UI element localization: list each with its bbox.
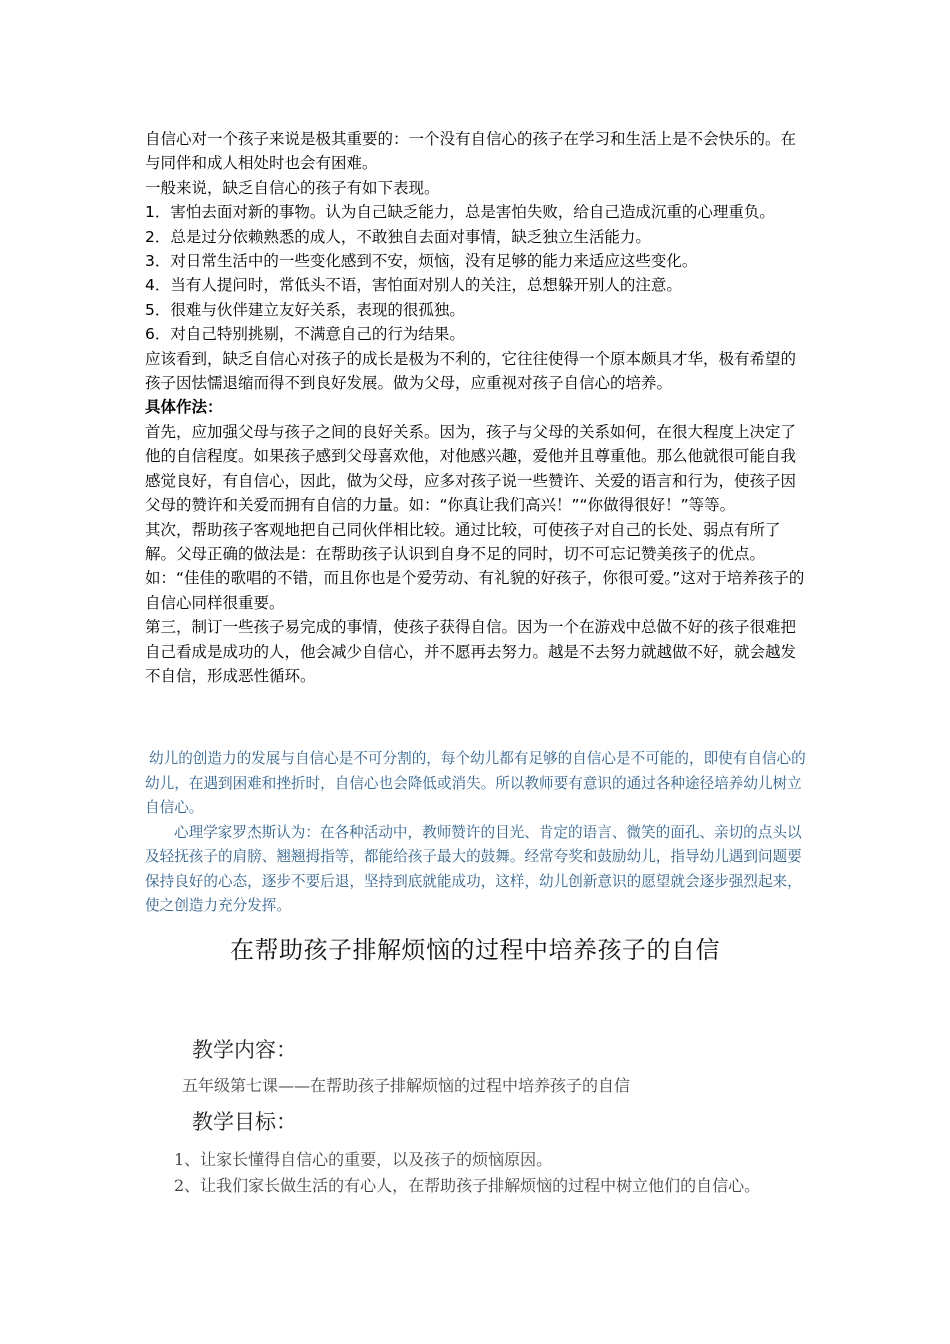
intro-paragraph: 自信心对一个孩子来说是极其重要的：一个没有自信心的孩子在学习和生活上是不会快乐的。在与同伴和成人相处时也会有困难。 xyxy=(145,130,797,173)
method-paragraph: 首先，应加强父母与孩子之间的良好关系。因为，孩子与父母的关系如何，在很大程度上决定了他的自信程度。如果孩子感到父母喜欢他，对他感兴趣，爱他并且尊重他。那么他就很可能自我感觉良好，有自信心，因此，做为父母，应多对孩子说一些赞许、关爱的语言和行为，使孩子因父母的赞许和关爱而拥有自信的力量。如：“你真让我们高兴！”“你做得很好！”等等。 xyxy=(145,422,797,515)
symptom-item: 4．当有人提问时，常低头不语，害怕面对别人的关注，总想躲开别人的注意。 xyxy=(145,276,682,295)
teacher-section xyxy=(145,747,810,919)
symptom-item: 3．对日常生活中的一些变化感到不安，烦恼，没有足够的能力来适应这些变化。 xyxy=(145,252,698,271)
method-paragraph: 其次，帮助孩子客观地把自己同伙伴相比较。通过比较，可使孩子对自己的长处、弱点有所了解。父母正确的做法是：在帮助孩子认识到自身不足的同时，切不可忘记赞美孩子的优点。如：“佳佳的歌唱的不错，而且你也是个爱劳动、有礼貌的好孩子，你很可爱。”这对于培养孩子的自信心同样很重要。 xyxy=(145,520,805,612)
content-text: 五年级第七课——在帮助孩子排解烦恼的过程中培养孩子的自信 xyxy=(182,1076,631,1095)
goal-list xyxy=(145,1147,810,1199)
symptom-item: 5．很难与伙伴建立友好关系，表现的很孤独。 xyxy=(145,300,465,319)
content-heading: 教学内容： xyxy=(192,1038,297,1062)
goal-item: 2、让我们家长做生活的有心人，在帮助孩子排解烦恼的过程中树立他们的自信心。 xyxy=(174,1176,761,1195)
intro-section xyxy=(145,127,810,688)
lesson-title: 在帮助孩子排解烦恼的过程中培养孩子的自信 xyxy=(230,936,720,964)
symptom-item: 6．对自己特别挑剔，不满意自己的行为结果。 xyxy=(145,325,465,344)
method-paragraph: 第三，制订一些孩子易完成的事情，使孩子获得自信。因为一个在游戏中总做不好的孩子很难把自己看成是成功的人，他会减少自信心，并不愿再去努力。越是不去努力就越做不好，就会越发不自信，形成恶性循环。 xyxy=(145,618,797,685)
method-heading: 具体作法： xyxy=(145,398,223,417)
goal-item: 1、让家长懂得自信心的重要，以及孩子的烦恼原因。 xyxy=(174,1150,553,1169)
symptom-item: 1．害怕去面对新的事物。认为自己缺乏能力，总是害怕失败，给自己造成沉重的心理重负。 xyxy=(145,203,775,222)
symptom-item: 2．总是过分依赖熟悉的成人，不敢独自去面对事情，缺乏独立生活能力。 xyxy=(145,227,651,246)
intro-paragraph: 一般来说，缺乏自信心的孩子有如下表现。 xyxy=(145,178,440,197)
intro-paragraph: 应该看到，缺乏自信心对孩子的成长是极为不利的，它往往使得一个原本颇具才华，极有希望的孩子因怯懦退缩而得不到良好发展。做为父母，应重视对孩子自信心的培养。 xyxy=(145,349,797,393)
teacher-paragraph: 心理学家罗杰斯认为：在各种活动中，教师赞许的目光、肯定的语言、微笑的面孔、亲切的点头以及轻抚孩子的肩膀、翘翘拇指等，都能给孩子最大的鼓舞。经常夸奖和鼓励幼儿，指导幼儿遇到问题要保持良好的心态，逐步不要后退，坚持到底就能成功，这样，幼儿创新意识的愿望就会逐步强烈起来，使之创造力充分发挥。 xyxy=(145,823,802,914)
goal-heading: 教学目标： xyxy=(192,1110,297,1134)
teacher-paragraph: 幼儿的创造力的发展与自信心是不可分割的，每个幼儿都有足够的自信心是不可能的，即使有自信心的幼儿，在遇到困难和挫折时，自信心也会降低或消失。所以教师要有意识的通过各种途径培养幼儿树立自信心。 xyxy=(145,750,806,816)
